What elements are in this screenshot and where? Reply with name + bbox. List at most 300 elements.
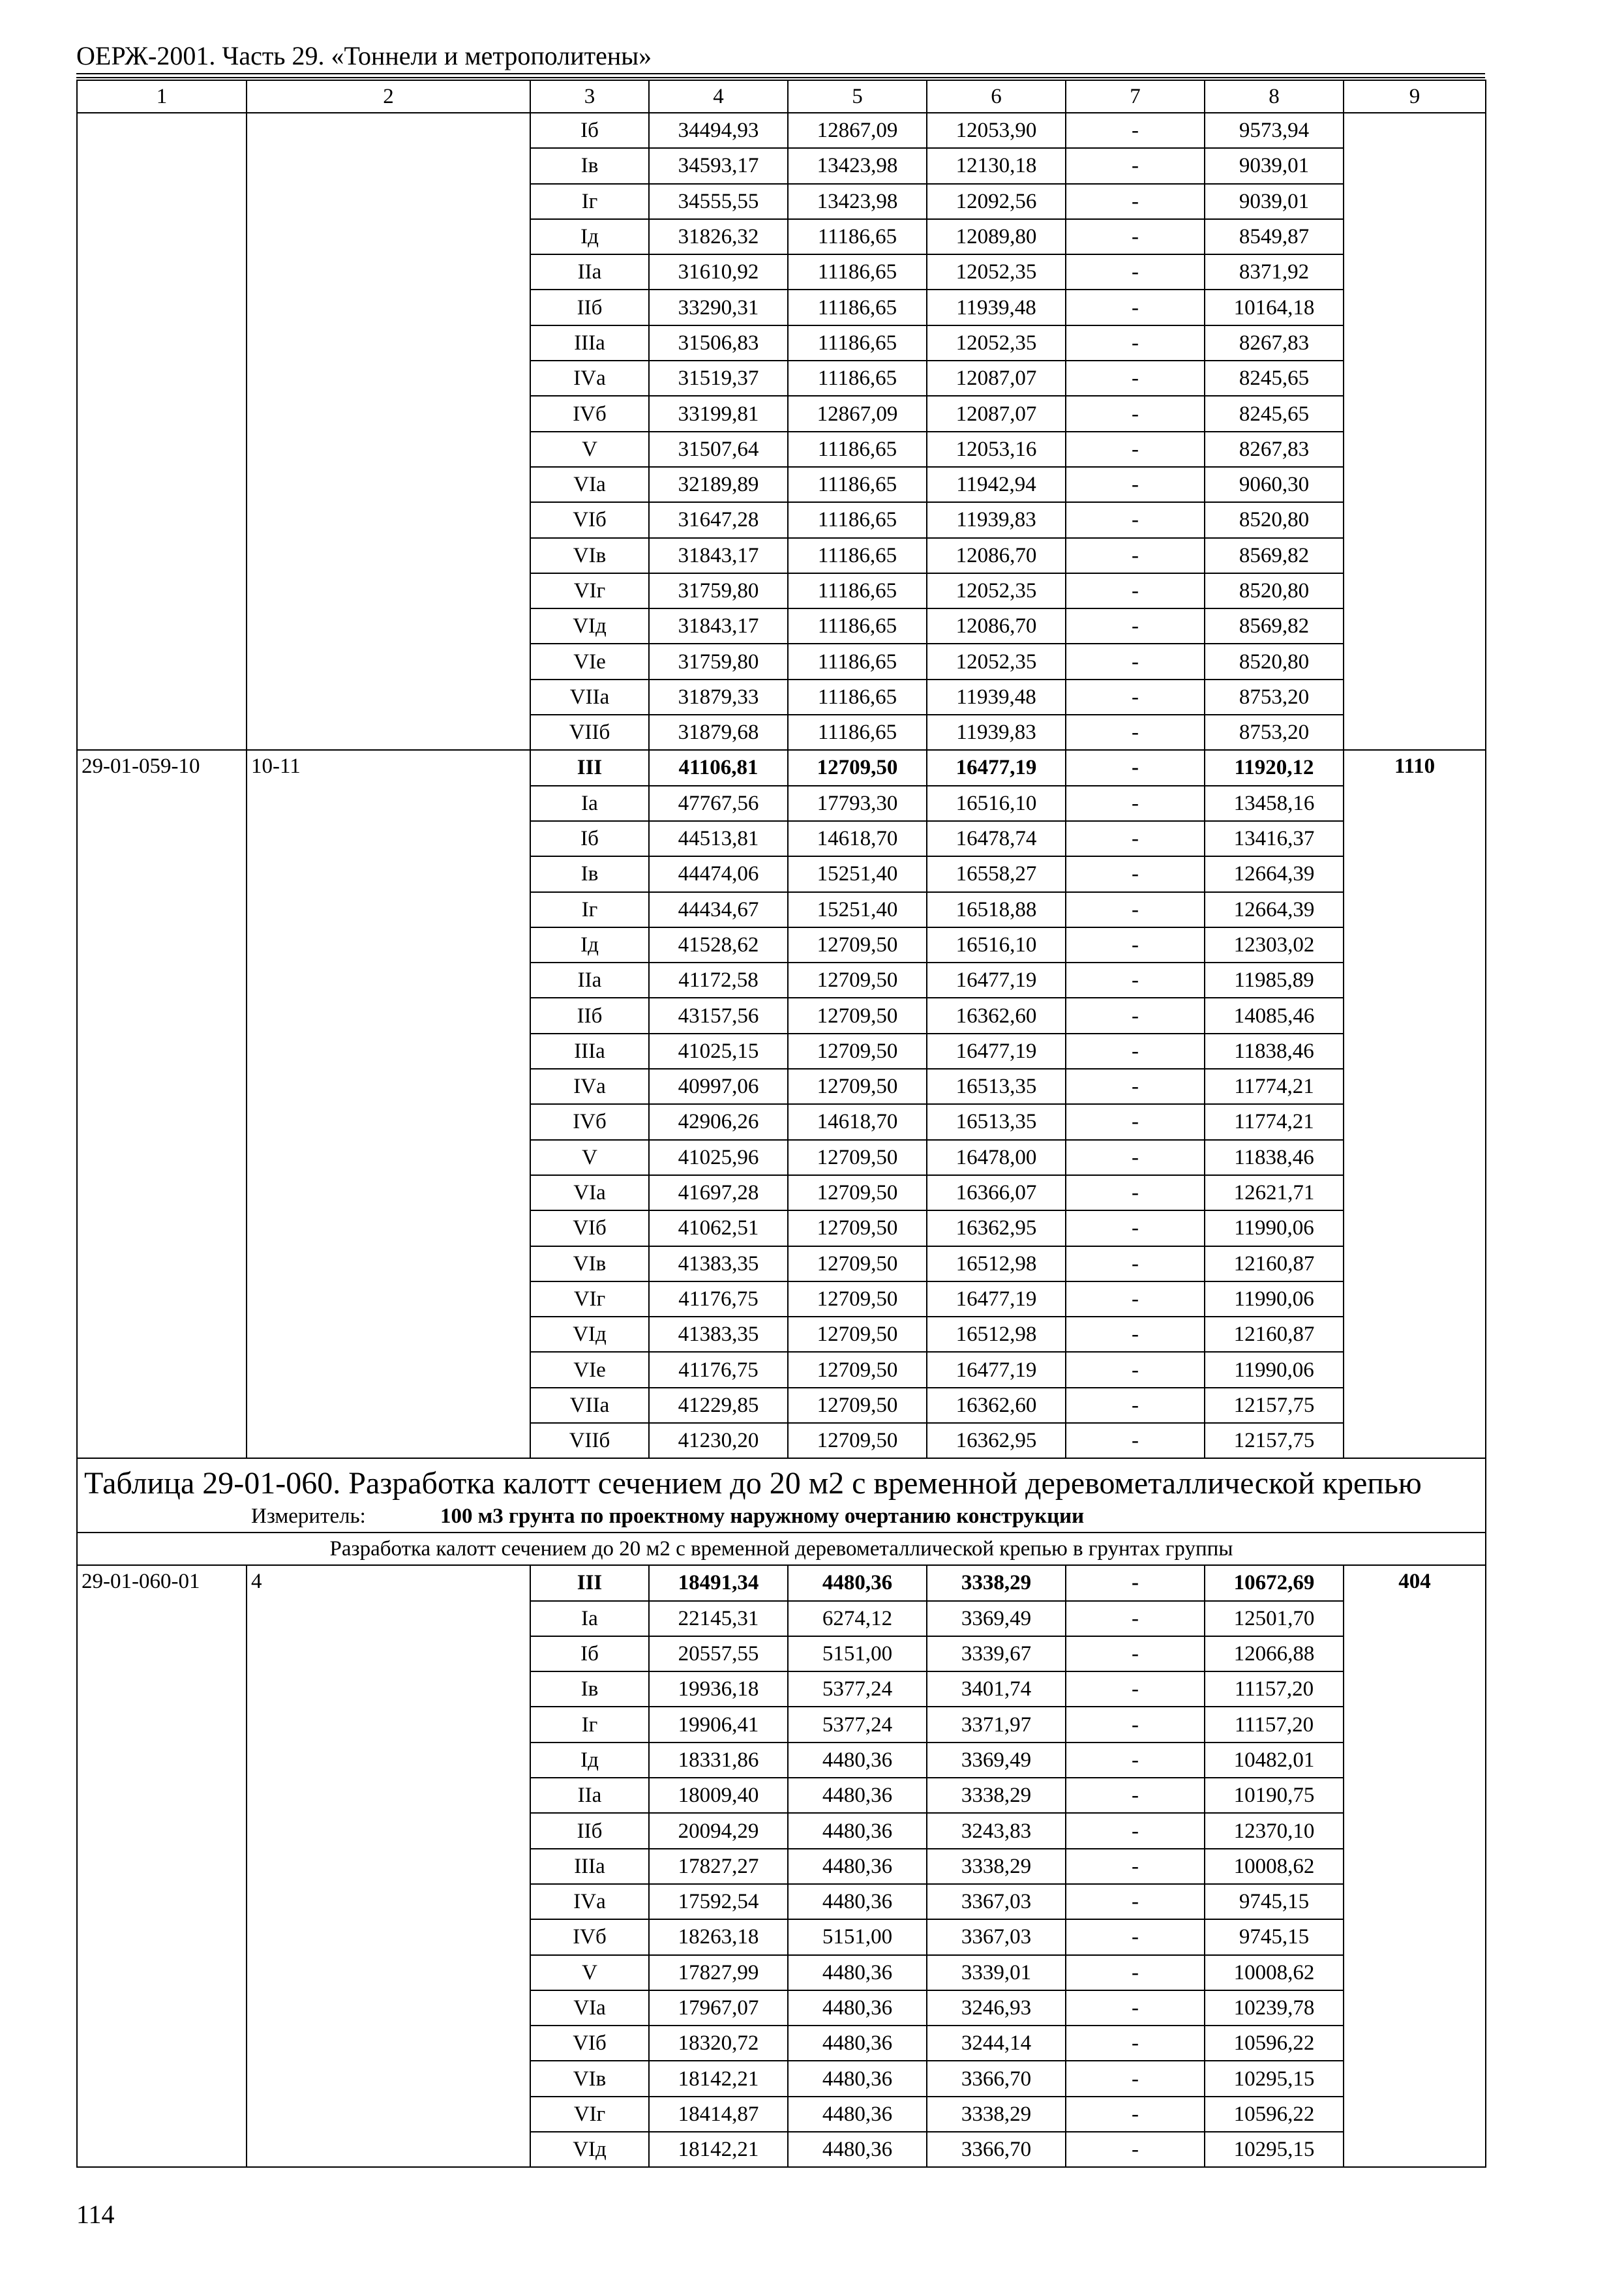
machine-cost-cell: 3367,03 xyxy=(927,1884,1066,1919)
soil-group-cell: VIд xyxy=(530,1317,649,1352)
total-cost-cell: 41229,85 xyxy=(649,1388,788,1423)
machine-cost-cell: 16362,95 xyxy=(927,1423,1066,1458)
total-cost-cell: 18142,21 xyxy=(649,2061,788,2096)
code-cell xyxy=(77,184,247,219)
machine-cost-cell: 12053,16 xyxy=(927,432,1066,467)
meter-label: Измеритель: xyxy=(251,1504,366,1529)
section-cell xyxy=(247,1281,530,1317)
column-number: 9 xyxy=(1344,80,1486,113)
material-cost-cell: 11920,12 xyxy=(1205,750,1344,785)
driver-cost-cell: - xyxy=(1066,148,1205,183)
soil-group-cell: Iб xyxy=(530,1636,649,1671)
labor-cost-cell: 11186,65 xyxy=(788,608,927,644)
total-cost-cell: 31759,80 xyxy=(649,644,788,679)
labor-hours-cell xyxy=(1344,1671,1486,1707)
material-cost-cell: 12066,88 xyxy=(1205,1636,1344,1671)
section-cell xyxy=(247,2061,530,2096)
table-row xyxy=(77,715,1486,750)
labor-hours-cell xyxy=(1344,715,1486,750)
total-cost-cell: 31507,64 xyxy=(649,432,788,467)
table-row xyxy=(77,538,1486,573)
table-row xyxy=(77,1636,1486,1671)
machine-cost-cell: 16477,19 xyxy=(927,963,1066,998)
page-header: ОЕРЖ-2001. Часть 29. «Тоннели и метрополитены» xyxy=(76,41,652,70)
section-cell xyxy=(247,2026,530,2061)
section-cell xyxy=(247,361,530,396)
total-cost-cell: 41062,51 xyxy=(649,1210,788,1246)
machine-cost-cell: 3366,70 xyxy=(927,2132,1066,2167)
labor-cost-cell: 4480,36 xyxy=(788,1813,927,1848)
code-cell xyxy=(77,1743,247,1778)
soil-group-cell: VIа xyxy=(530,1175,649,1210)
material-cost-cell: 11990,06 xyxy=(1205,1352,1344,1387)
labor-hours-cell xyxy=(1344,2061,1486,2096)
labor-cost-cell: 4480,36 xyxy=(788,1743,927,1778)
soil-group-cell: IIа xyxy=(530,963,649,998)
norm-code: 29-01-059-10 xyxy=(77,750,247,785)
section-cell xyxy=(247,892,530,927)
code-cell xyxy=(77,786,247,821)
material-cost-cell: 12157,75 xyxy=(1205,1388,1344,1423)
labor-hours-cell xyxy=(1344,254,1486,290)
labor-cost-cell: 11186,65 xyxy=(788,361,927,396)
labor-cost-cell: 4480,36 xyxy=(788,1955,927,1990)
table-row xyxy=(77,2061,1486,2096)
column-number: 3 xyxy=(530,80,649,113)
machine-cost-cell: 12086,70 xyxy=(927,608,1066,644)
driver-cost-cell: - xyxy=(1066,1352,1205,1387)
material-cost-cell: 10008,62 xyxy=(1205,1955,1344,1990)
machine-cost-cell: 12130,18 xyxy=(927,148,1066,183)
labor-hours-cell xyxy=(1344,1813,1486,1848)
machine-cost-cell: 16477,19 xyxy=(927,1281,1066,1317)
table-row xyxy=(77,821,1486,856)
labor-hours-cell xyxy=(1344,1246,1486,1281)
total-cost-cell: 31759,80 xyxy=(649,573,788,608)
code-cell xyxy=(77,963,247,998)
driver-cost-cell: - xyxy=(1066,1601,1205,1636)
section-cell xyxy=(247,1636,530,1671)
labor-cost-cell: 11186,65 xyxy=(788,254,927,290)
labor-cost-cell: 12709,50 xyxy=(788,1388,927,1423)
section-cell xyxy=(247,573,530,608)
machine-cost-cell: 3338,29 xyxy=(927,2097,1066,2132)
table-row xyxy=(77,361,1486,396)
driver-cost-cell: - xyxy=(1066,1565,1205,1600)
code-cell xyxy=(77,1849,247,1884)
code-cell xyxy=(77,1601,247,1636)
code-cell xyxy=(77,1884,247,1919)
machine-cost-cell: 16477,19 xyxy=(927,750,1066,785)
table-row xyxy=(77,1281,1486,1317)
table-row xyxy=(77,148,1486,183)
code-cell xyxy=(77,1671,247,1707)
labor-cost-cell: 6274,12 xyxy=(788,1601,927,1636)
code-cell xyxy=(77,856,247,891)
soil-group-cell: IIа xyxy=(530,254,649,290)
labor-cost-cell: 17793,30 xyxy=(788,786,927,821)
machine-cost-cell: 12092,56 xyxy=(927,184,1066,219)
machine-cost-cell: 16477,19 xyxy=(927,1034,1066,1069)
labor-hours-cell xyxy=(1344,1636,1486,1671)
soil-group-cell: Iв xyxy=(530,1671,649,1707)
machine-cost-cell: 16518,88 xyxy=(927,892,1066,927)
labor-hours-cell xyxy=(1344,1034,1486,1069)
table-row-lead xyxy=(77,750,1486,785)
total-cost-cell: 31506,83 xyxy=(649,325,788,361)
meter-cell xyxy=(77,1501,1486,1533)
table-row xyxy=(77,2132,1486,2167)
table-row-lead xyxy=(77,1565,1486,1600)
driver-cost-cell: - xyxy=(1066,1636,1205,1671)
table-row xyxy=(77,1743,1486,1778)
code-cell xyxy=(77,715,247,750)
soil-group-cell: Iв xyxy=(530,856,649,891)
soil-group-cell: IIб xyxy=(530,1813,649,1848)
table-row xyxy=(77,786,1486,821)
labor-cost-cell: 4480,36 xyxy=(788,2061,927,2096)
machine-cost-cell: 3244,14 xyxy=(927,2026,1066,2061)
total-cost-cell: 22145,31 xyxy=(649,1601,788,1636)
driver-cost-cell: - xyxy=(1066,1388,1205,1423)
code-cell xyxy=(77,1919,247,1954)
labor-cost-cell: 11186,65 xyxy=(788,325,927,361)
code-cell xyxy=(77,219,247,254)
soil-group-cell: IVа xyxy=(530,1069,649,1104)
table-row xyxy=(77,1919,1486,1954)
material-cost-cell: 12664,39 xyxy=(1205,856,1344,891)
section-cell xyxy=(247,2132,530,2167)
driver-cost-cell: - xyxy=(1066,1884,1205,1919)
table-row xyxy=(77,644,1486,679)
table-row xyxy=(77,1034,1486,1069)
driver-cost-cell: - xyxy=(1066,1281,1205,1317)
section-cell xyxy=(247,1919,530,1954)
table-row xyxy=(77,1104,1486,1139)
soil-group-cell: VIе xyxy=(530,644,649,679)
driver-cost-cell: - xyxy=(1066,680,1205,715)
labor-cost-cell: 12709,50 xyxy=(788,1317,927,1352)
labor-cost-cell: 5151,00 xyxy=(788,1919,927,1954)
machine-cost-cell: 16516,10 xyxy=(927,786,1066,821)
labor-cost-cell: 4480,36 xyxy=(788,1849,927,1884)
material-cost-cell: 12160,87 xyxy=(1205,1317,1344,1352)
code-cell xyxy=(77,1104,247,1139)
soil-group-cell: Iа xyxy=(530,1601,649,1636)
total-cost-cell: 31879,33 xyxy=(649,680,788,715)
code-cell xyxy=(77,1990,247,2026)
soil-group-cell: VIд xyxy=(530,608,649,644)
labor-hours-cell xyxy=(1344,1175,1486,1210)
soil-group-cell: IIб xyxy=(530,998,649,1033)
section-cell xyxy=(247,538,530,573)
labor-cost-cell: 13423,98 xyxy=(788,148,927,183)
driver-cost-cell: - xyxy=(1066,1778,1205,1813)
material-cost-cell: 12303,02 xyxy=(1205,927,1344,963)
soil-group-cell: Iа xyxy=(530,786,649,821)
soil-group-cell: Iд xyxy=(530,927,649,963)
labor-hours-cell xyxy=(1344,1317,1486,1352)
driver-cost-cell: - xyxy=(1066,1849,1205,1884)
machine-cost-cell: 11939,83 xyxy=(927,502,1066,537)
code-cell xyxy=(77,608,247,644)
table-row xyxy=(77,1955,1486,1990)
material-cost-cell: 13416,37 xyxy=(1205,821,1344,856)
soil-group-cell: VIг xyxy=(530,573,649,608)
machine-cost-cell: 16516,10 xyxy=(927,927,1066,963)
driver-cost-cell: - xyxy=(1066,1069,1205,1104)
table-row xyxy=(77,1352,1486,1387)
labor-hours-cell xyxy=(1344,396,1486,431)
section-cell xyxy=(247,680,530,715)
driver-cost-cell: - xyxy=(1066,750,1205,785)
driver-cost-cell: - xyxy=(1066,573,1205,608)
table-row xyxy=(77,290,1486,325)
labor-cost-cell: 5377,24 xyxy=(788,1707,927,1742)
labor-hours-cell xyxy=(1344,2132,1486,2167)
total-cost-cell: 34593,17 xyxy=(649,148,788,183)
table-row xyxy=(77,1884,1486,1919)
material-cost-cell: 10164,18 xyxy=(1205,290,1344,325)
section-cell xyxy=(247,1246,530,1281)
driver-cost-cell: - xyxy=(1066,1990,1205,2026)
total-cost-cell: 32189,89 xyxy=(649,467,788,502)
total-cost-cell: 41528,62 xyxy=(649,927,788,963)
table-row xyxy=(77,1707,1486,1742)
code-cell xyxy=(77,1423,247,1458)
section-cell xyxy=(247,1069,530,1104)
column-number: 1 xyxy=(77,80,247,113)
machine-cost-cell: 16362,60 xyxy=(927,998,1066,1033)
soil-group-cell: IIIа xyxy=(530,1034,649,1069)
soil-group-cell: VIб xyxy=(530,502,649,537)
driver-cost-cell: - xyxy=(1066,2061,1205,2096)
section-cell xyxy=(247,432,530,467)
labor-hours-cell xyxy=(1344,856,1486,891)
labor-cost-cell: 4480,36 xyxy=(788,2026,927,2061)
section-cell xyxy=(247,1175,530,1210)
labor-cost-cell: 12709,50 xyxy=(788,1246,927,1281)
driver-cost-cell: - xyxy=(1066,1813,1205,1848)
labor-hours-cell xyxy=(1344,1601,1486,1636)
total-cost-cell: 40997,06 xyxy=(649,1069,788,1104)
code-cell xyxy=(77,113,247,148)
table-row xyxy=(77,325,1486,361)
labor-hours-cell xyxy=(1344,113,1486,148)
material-cost-cell: 11990,06 xyxy=(1205,1281,1344,1317)
driver-cost-cell: - xyxy=(1066,715,1205,750)
table-row xyxy=(77,927,1486,963)
machine-cost-cell: 3339,01 xyxy=(927,1955,1066,1990)
code-cell xyxy=(77,502,247,537)
labor-cost-cell: 11186,65 xyxy=(788,715,927,750)
driver-cost-cell: - xyxy=(1066,1671,1205,1707)
code-cell xyxy=(77,1813,247,1848)
section-cell xyxy=(247,1884,530,1919)
soil-group-cell: Iд xyxy=(530,219,649,254)
column-number: 7 xyxy=(1066,80,1205,113)
code-cell xyxy=(77,1388,247,1423)
total-cost-cell: 17827,99 xyxy=(649,1955,788,1990)
material-cost-cell: 10239,78 xyxy=(1205,1990,1344,2026)
section-cell xyxy=(247,963,530,998)
section-cell xyxy=(247,1034,530,1069)
labor-hours-cell xyxy=(1344,892,1486,927)
column-number: 6 xyxy=(927,80,1066,113)
code-cell xyxy=(77,1246,247,1281)
driver-cost-cell: - xyxy=(1066,361,1205,396)
machine-cost-cell: 16477,19 xyxy=(927,1352,1066,1387)
total-cost-cell: 18331,86 xyxy=(649,1743,788,1778)
total-cost-cell: 31610,92 xyxy=(649,254,788,290)
section-cell xyxy=(247,1813,530,1848)
material-cost-cell: 8520,80 xyxy=(1205,644,1344,679)
section-cell xyxy=(247,1743,530,1778)
driver-cost-cell: - xyxy=(1066,963,1205,998)
total-cost-cell: 41025,15 xyxy=(649,1034,788,1069)
labor-cost-cell: 12709,50 xyxy=(788,1352,927,1387)
labor-hours-cell xyxy=(1344,2026,1486,2061)
machine-cost-cell: 16362,60 xyxy=(927,1388,1066,1423)
soil-group-cell: V xyxy=(530,1955,649,1990)
material-cost-cell: 12370,10 xyxy=(1205,1813,1344,1848)
labor-hours-cell xyxy=(1344,680,1486,715)
total-cost-cell: 41383,35 xyxy=(649,1246,788,1281)
code-cell xyxy=(77,2026,247,2061)
section-cell xyxy=(247,1140,530,1175)
material-cost-cell: 10596,22 xyxy=(1205,2026,1344,2061)
table-row xyxy=(77,1990,1486,2026)
machine-cost-cell: 3338,29 xyxy=(927,1778,1066,1813)
labor-hours-cell xyxy=(1344,998,1486,1033)
soil-group-cell: IIIа xyxy=(530,1849,649,1884)
table-row xyxy=(77,680,1486,715)
soil-group-cell: VIг xyxy=(530,1281,649,1317)
labor-hours-cell xyxy=(1344,821,1486,856)
section-cell xyxy=(247,502,530,537)
column-number-row xyxy=(77,80,1486,113)
driver-cost-cell: - xyxy=(1066,1034,1205,1069)
labor-hours-cell xyxy=(1344,1069,1486,1104)
labor-cost-cell: 11186,65 xyxy=(788,680,927,715)
labor-cost-cell: 13423,98 xyxy=(788,184,927,219)
total-cost-cell: 18414,87 xyxy=(649,2097,788,2132)
soil-group-cell: VIIб xyxy=(530,715,649,750)
labor-cost-cell: 4480,36 xyxy=(788,2097,927,2132)
material-cost-cell: 10295,15 xyxy=(1205,2061,1344,2096)
machine-cost-cell: 12087,07 xyxy=(927,396,1066,431)
total-cost-cell: 41230,20 xyxy=(649,1423,788,1458)
soil-group-cell: Iг xyxy=(530,1707,649,1742)
machine-cost-cell: 11939,83 xyxy=(927,715,1066,750)
material-cost-cell: 8371,92 xyxy=(1205,254,1344,290)
machine-cost-cell: 12087,07 xyxy=(927,361,1066,396)
total-cost-cell: 31826,32 xyxy=(649,219,788,254)
material-cost-cell: 13458,16 xyxy=(1205,786,1344,821)
code-cell xyxy=(77,1210,247,1246)
table-row xyxy=(77,467,1486,502)
labor-hours-cell xyxy=(1344,148,1486,183)
header-rule xyxy=(76,73,1485,74)
section-cell xyxy=(247,1671,530,1707)
total-cost-cell: 41697,28 xyxy=(649,1175,788,1210)
soil-group-cell: III xyxy=(530,1565,649,1600)
section-cell xyxy=(247,467,530,502)
code-cell xyxy=(77,1281,247,1317)
table-row xyxy=(77,2026,1486,2061)
labor-cost-cell: 12709,50 xyxy=(788,750,927,785)
driver-cost-cell: - xyxy=(1066,786,1205,821)
soil-group-cell: VIд xyxy=(530,2132,649,2167)
labor-cost-cell: 12709,50 xyxy=(788,1034,927,1069)
machine-cost-cell: 11939,48 xyxy=(927,680,1066,715)
labor-cost-cell: 4480,36 xyxy=(788,1884,927,1919)
total-cost-cell: 31843,17 xyxy=(649,538,788,573)
section-cell xyxy=(247,927,530,963)
table-row xyxy=(77,892,1486,927)
soil-group-cell: VIа xyxy=(530,1990,649,2026)
labor-cost-cell: 15251,40 xyxy=(788,892,927,927)
column-number: 2 xyxy=(247,80,530,113)
table-row xyxy=(77,219,1486,254)
material-cost-cell: 11157,20 xyxy=(1205,1707,1344,1742)
table-row xyxy=(77,432,1486,467)
labor-hours-cell xyxy=(1344,573,1486,608)
code-cell xyxy=(77,644,247,679)
table-subheading: Разработка калотт сечением до 20 м2 с временной деревометаллической крепью в грунтах группы xyxy=(77,1533,1486,1565)
machine-cost-cell: 3243,83 xyxy=(927,1813,1066,1848)
section-cell xyxy=(247,290,530,325)
labor-cost-cell: 12709,50 xyxy=(788,998,927,1033)
section-cell xyxy=(247,254,530,290)
total-cost-cell: 31879,68 xyxy=(649,715,788,750)
machine-cost-cell: 16512,98 xyxy=(927,1246,1066,1281)
section-cell xyxy=(247,2097,530,2132)
driver-cost-cell: - xyxy=(1066,608,1205,644)
total-cost-cell: 19936,18 xyxy=(649,1671,788,1707)
labor-hours-cell xyxy=(1344,1743,1486,1778)
total-cost-cell: 31519,37 xyxy=(649,361,788,396)
driver-cost-cell: - xyxy=(1066,1140,1205,1175)
total-cost-cell: 17592,54 xyxy=(649,1884,788,1919)
code-cell xyxy=(77,1636,247,1671)
material-cost-cell: 11774,21 xyxy=(1205,1104,1344,1139)
driver-cost-cell: - xyxy=(1066,1919,1205,1954)
column-number: 4 xyxy=(649,80,788,113)
material-cost-cell: 9039,01 xyxy=(1205,184,1344,219)
driver-cost-cell: - xyxy=(1066,1423,1205,1458)
section-cell xyxy=(247,219,530,254)
table-row xyxy=(77,1140,1486,1175)
soil-group-cell: VIг xyxy=(530,2097,649,2132)
meter-value: 100 м3 грунта по проектному наружному очертанию конструкции xyxy=(440,1504,1085,1529)
soil-group-cell: VIб xyxy=(530,1210,649,1246)
labor-cost-cell: 4480,36 xyxy=(788,2132,927,2167)
labor-cost-cell: 14618,70 xyxy=(788,1104,927,1139)
soil-group-cell: Iд xyxy=(530,1743,649,1778)
total-cost-cell: 18009,40 xyxy=(649,1778,788,1813)
labor-hours-cell xyxy=(1344,644,1486,679)
material-cost-cell: 10596,22 xyxy=(1205,2097,1344,2132)
labor-cost-cell: 11186,65 xyxy=(788,502,927,537)
material-cost-cell: 9745,15 xyxy=(1205,1884,1344,1919)
labor-hours-cell xyxy=(1344,219,1486,254)
material-cost-cell: 8753,20 xyxy=(1205,680,1344,715)
labor-hours-cell xyxy=(1344,1104,1486,1139)
material-cost-cell: 8520,80 xyxy=(1205,573,1344,608)
labor-hours-cell xyxy=(1344,467,1486,502)
labor-cost-cell: 4480,36 xyxy=(788,1565,927,1600)
